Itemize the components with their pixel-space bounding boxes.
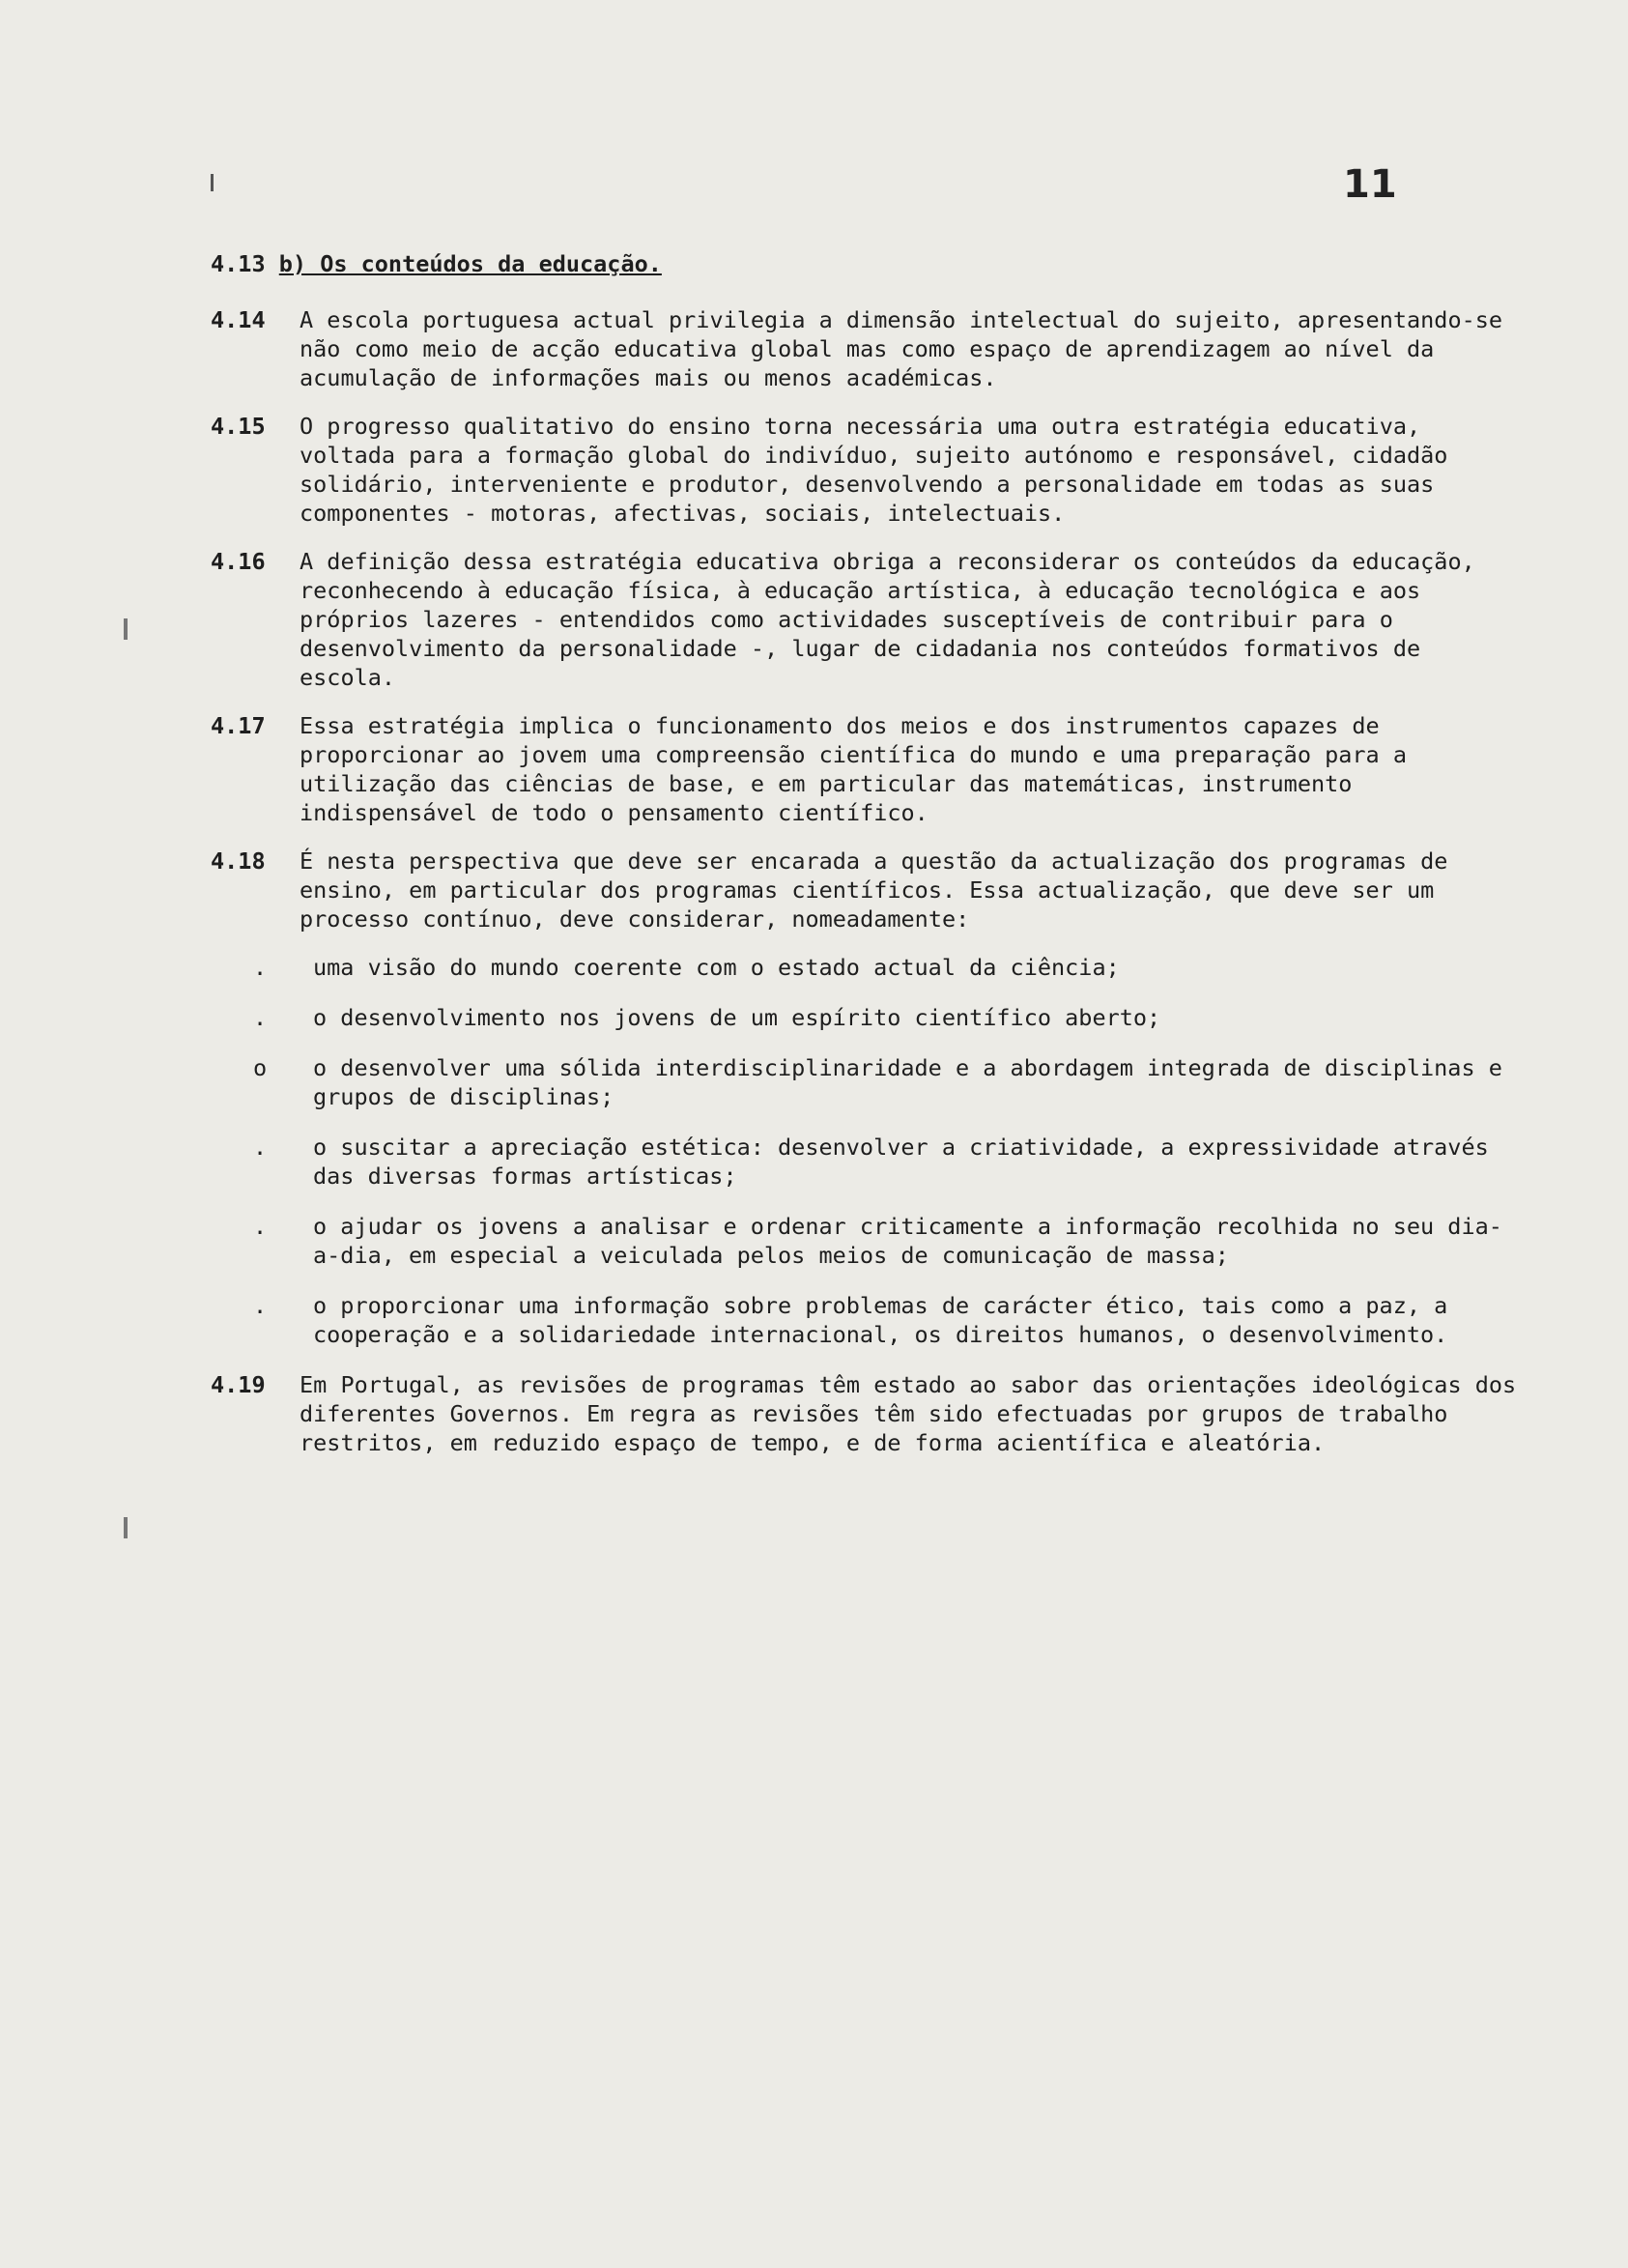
- bullet-text: o suscitar a apreciação estética: desenvolver a criatividade, a expressividade através das diversas formas artísticas;: [313, 1134, 1489, 1190]
- numbered-paragraph: [211, 412, 1525, 528]
- paragraph-text: A definição dessa estratégia educativa obriga a reconsiderar os conteúdos da educação, reconhecendo à educação física, à educação artística, à educação tecnológica e aos próprios lazeres - entendidos como actividades susceptíveis de contribuir para o desenvolvimento da personalidade -, lugar de cidadania nos conteúdos formativos de escola.: [300, 548, 1475, 691]
- bullet-symbol: .: [253, 1004, 268, 1031]
- margin-mark: [211, 174, 214, 191]
- bullet-text: o proporcionar uma informação sobre problemas de carácter ético, tais como a paz, a cooperação e a solidariedade internacional, os direitos humanos, o desenvolvimento.: [313, 1292, 1448, 1348]
- bullet-symbol: .: [253, 1292, 268, 1319]
- paragraph-text: A escola portuguesa actual privilegia a dimensão intelectual do sujeito, apresentando-se não como meio de acção educativa global mas como espaço de aprendizagem ao nível da acumulação de informações mais ou menos académicas.: [300, 306, 1503, 391]
- page-number: 11: [1343, 162, 1397, 207]
- paragraph-text: Em Portugal, as revisões de programas têm estado ao sabor das orientações ideológicas dos diferentes Governos. Em regra as revisões têm sido efectuadas por grupos de trabalho restritos, em reduzido espaço de tempo, e de forma acientífica e aleatória.: [300, 1371, 1517, 1456]
- bullet-symbol: .: [253, 954, 268, 981]
- paragraph-number: 4.16: [211, 548, 266, 575]
- margin-mark: [124, 618, 128, 640]
- bullet-item: [240, 1003, 1525, 1032]
- bullet-symbol: .: [253, 1213, 268, 1240]
- section-number: 4.13: [211, 250, 266, 277]
- paragraph-text: O progresso qualitativo do ensino torna necessária uma outra estratégia educativa, voltada para a formação global do indivíduo, sujeito autónomo e responsável, cidadão solidário, interveniente e produtor, desenvolvendo a personalidade em todas as suas componentes - motoras, afectivas, sociais, intelectuais.: [300, 413, 1448, 527]
- bullet-text: uma visão do mundo coerente com o estado actual da ciência;: [313, 954, 1120, 981]
- paragraph-number: 4.19: [211, 1371, 266, 1398]
- numbered-paragraph: [211, 1370, 1525, 1457]
- bullet-text: o desenvolvimento nos jovens de um espírito científico aberto;: [313, 1004, 1161, 1031]
- bullet-item: [240, 953, 1525, 982]
- bullet-symbol: .: [253, 1134, 268, 1161]
- numbered-paragraph: [211, 547, 1525, 692]
- paragraph-text: É nesta perspectiva que deve ser encarada a questão da actualização dos programas de ensino, em particular dos programas científicos. Essa actualização, que deve ser um processo contínuo, deve considerar, nomeadamente:: [300, 847, 1448, 933]
- bullet-list: [240, 953, 1525, 1349]
- paragraph-number: 4.15: [211, 413, 266, 440]
- paragraph-text: Essa estratégia implica o funcionamento dos meios e dos instrumentos capazes de proporcionar ao jovem uma compreensão científica do mundo e uma preparação para a utilização das ciências de base, e em particular das matemáticas, instrumento indispensável de todo o pensamento científico.: [300, 712, 1408, 826]
- paragraph-list: [211, 305, 1525, 933]
- bullet-item: [240, 1133, 1525, 1191]
- bullet-item: [240, 1291, 1525, 1349]
- bullet-item: [240, 1053, 1525, 1111]
- section-title: [211, 249, 1525, 278]
- numbered-paragraph: [211, 847, 1525, 933]
- paragraph-number: 4.14: [211, 306, 266, 333]
- bullet-text: o ajudar os jovens a analisar e ordenar criticamente a informação recolhida no seu dia-a-dia, em especial a veiculada pelos meios de comunicação de massa;: [313, 1213, 1502, 1269]
- numbered-paragraph: [211, 305, 1525, 392]
- section-heading: b) Os conteúdos da educação.: [278, 250, 662, 277]
- bullet-item: [240, 1212, 1525, 1270]
- bullet-text: o desenvolver uma sólida interdisciplinaridade e a abordagem integrada de disciplinas e grupos de disciplinas;: [313, 1054, 1502, 1110]
- paragraph-number: 4.17: [211, 712, 266, 739]
- margin-mark: [124, 1517, 128, 1538]
- paragraph-number: 4.18: [211, 847, 266, 875]
- bullet-symbol: o: [253, 1054, 268, 1081]
- document-body: [211, 249, 1525, 1477]
- paragraph-list: [211, 1370, 1525, 1457]
- numbered-paragraph: [211, 711, 1525, 827]
